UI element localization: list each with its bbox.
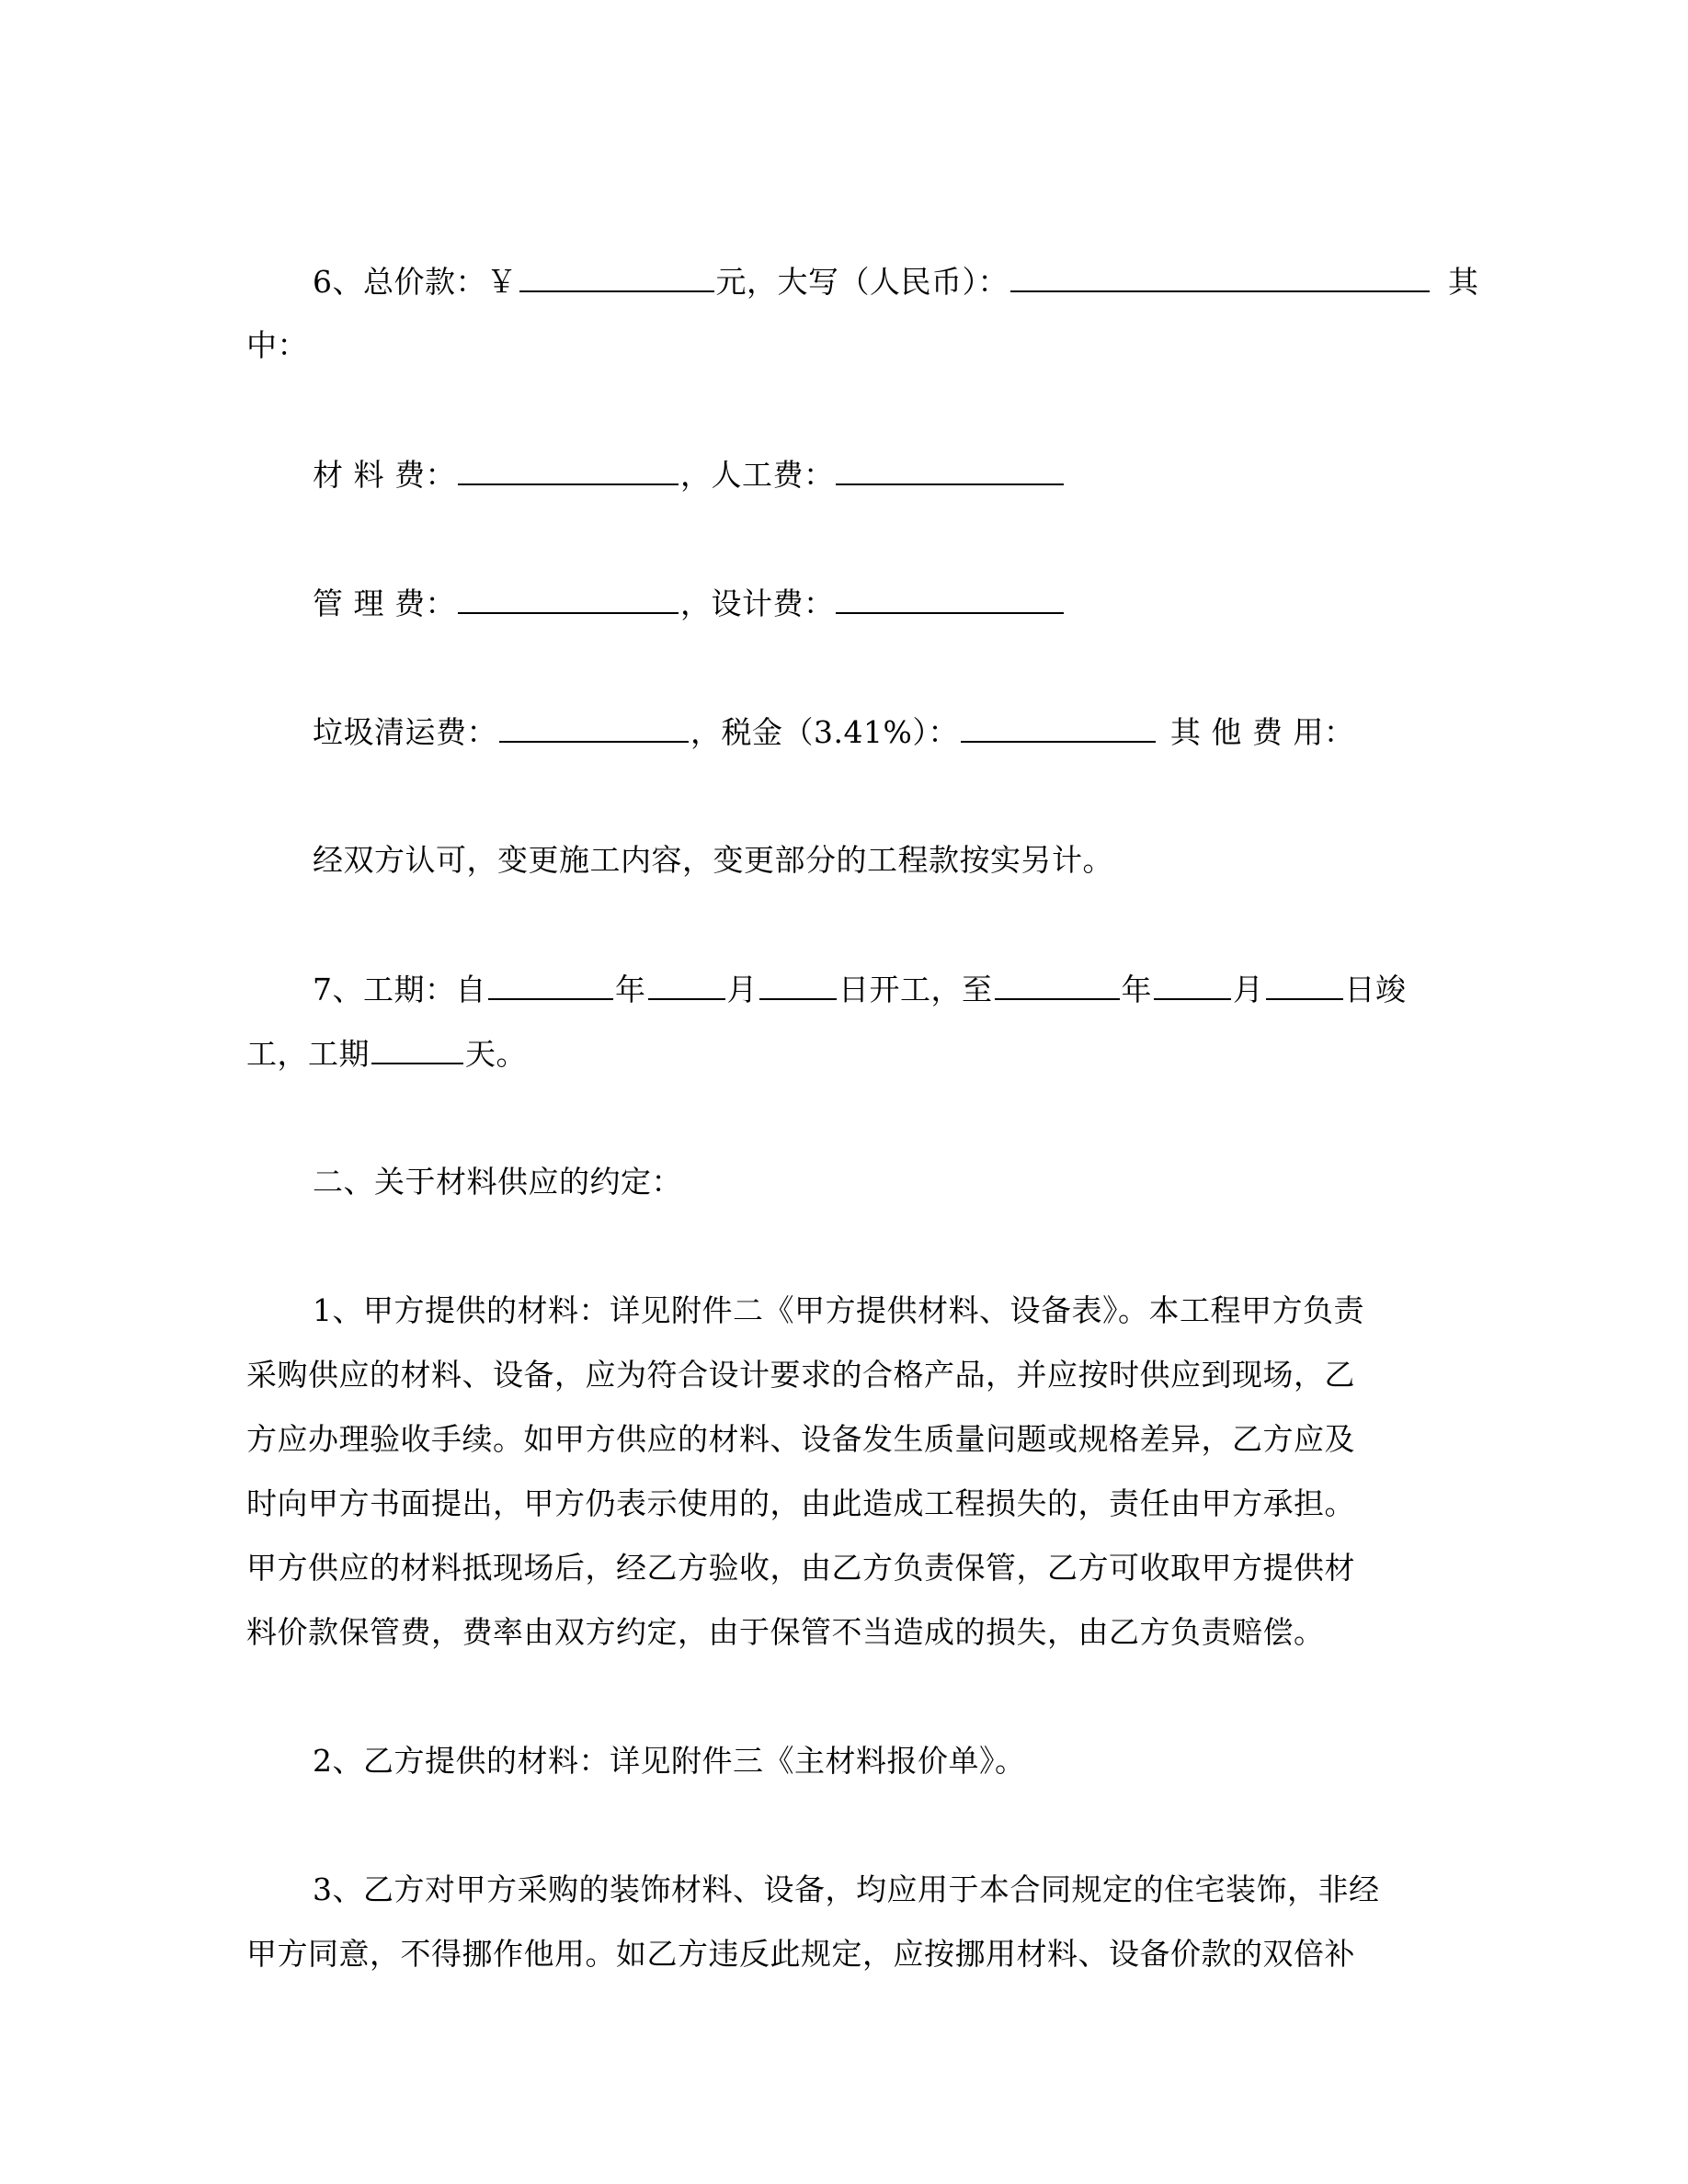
- change-note: 经双方认可，变更施工内容，变更部分的工程款按实另计。: [313, 842, 1113, 878]
- clause3-line: 甲方同意，不得挪作他用。如乙方违反此规定，应按挪用材料、设备价款的双倍补: [246, 1936, 1355, 1972]
- design-fee-label: 设计费：: [711, 586, 835, 621]
- other-fee-label: 其 他 费 用：: [1169, 714, 1355, 750]
- item6-line2: 中：: [246, 327, 308, 363]
- fees-line1: [313, 456, 1499, 494]
- labor-fee-blank[interactable]: [836, 456, 1064, 485]
- start-label: 日开工，至: [838, 972, 993, 1007]
- start-day-blank[interactable]: [759, 971, 837, 1000]
- month-label: 月: [1233, 972, 1264, 1007]
- item6-yuan-label: 元，大写（人民币）：: [715, 264, 1009, 300]
- management-fee-blank[interactable]: [458, 585, 679, 614]
- item7-line1: [313, 971, 1499, 1008]
- item6-line1: [313, 263, 1499, 301]
- end-day-blank[interactable]: [1266, 971, 1343, 1000]
- end-label: 日竣: [1344, 972, 1407, 1007]
- end-year-blank[interactable]: [995, 971, 1120, 1000]
- comma: ，: [679, 457, 712, 493]
- duration-label: 工，工期: [246, 1036, 370, 1072]
- clause1-line: 甲方供应的材料抵现场后，经乙方验收，由乙方负责保管，乙方可收取甲方提供材: [246, 1550, 1355, 1586]
- item6-prefix: 6、总价款：￥: [313, 264, 518, 300]
- total-price-blank[interactable]: [519, 263, 714, 292]
- clause1-line: 料价款保管费，费率由双方约定，由于保管不当造成的损失，由乙方负责赔偿。: [246, 1614, 1325, 1650]
- tax-blank[interactable]: [961, 713, 1156, 743]
- design-fee-blank[interactable]: [836, 585, 1064, 614]
- start-year-blank[interactable]: [488, 971, 613, 1000]
- clause1-line: 时向甲方书面提出，甲方仍表示使用的，由此造成工程损失的，责任由甲方承担。: [246, 1485, 1355, 1521]
- clause1-line: 采购供应的材料、设备，应为符合设计要求的合格产品，并应按时供应到现场，乙: [246, 1357, 1355, 1393]
- garbage-fee-blank[interactable]: [499, 713, 689, 743]
- year-label: 年: [615, 972, 646, 1007]
- year-label: 年: [1121, 972, 1152, 1007]
- section2-title: 二、关于材料供应的约定：: [313, 1164, 682, 1200]
- clause1-line: 方应办理验收手续。如甲方供应的材料、设备发生质量问题或规格差异，乙方应及: [246, 1421, 1355, 1457]
- management-fee-label: 管 理 费：: [313, 586, 456, 621]
- clause3-line: 3、乙方对甲方采购的装饰材料、设备，均应用于本合同规定的住宅装饰，非经: [313, 1871, 1380, 1907]
- labor-fee-label: 人工费：: [711, 457, 835, 493]
- start-month-blank[interactable]: [648, 971, 725, 1000]
- days-label: 天。: [465, 1036, 527, 1072]
- duration-days-blank[interactable]: [371, 1035, 463, 1064]
- garbage-fee-label: 垃圾清运费：: [313, 714, 497, 750]
- total-price-words-blank[interactable]: [1010, 263, 1430, 292]
- comma: ，: [679, 586, 712, 621]
- tax-label: 税金（3.41%）：: [721, 714, 959, 750]
- item7-prefix: 7、工期：自: [313, 972, 486, 1007]
- clause1-line: 1、甲方提供的材料：详见附件二《甲方提供材料、设备表》。本工程甲方负责: [313, 1292, 1364, 1328]
- item6-qi: 其: [1448, 264, 1479, 300]
- clause2: 2、乙方提供的材料：详见附件三《主材料报价单》。: [313, 1743, 1026, 1779]
- fees-line2: [313, 585, 1499, 622]
- comma: ，: [690, 714, 722, 750]
- fees-line3: [313, 713, 1499, 751]
- item7-line2: [246, 1035, 1432, 1073]
- end-month-blank[interactable]: [1154, 971, 1231, 1000]
- material-fee-label: 材 料 费：: [313, 457, 456, 493]
- month-label: 月: [726, 972, 758, 1007]
- material-fee-blank[interactable]: [458, 456, 679, 485]
